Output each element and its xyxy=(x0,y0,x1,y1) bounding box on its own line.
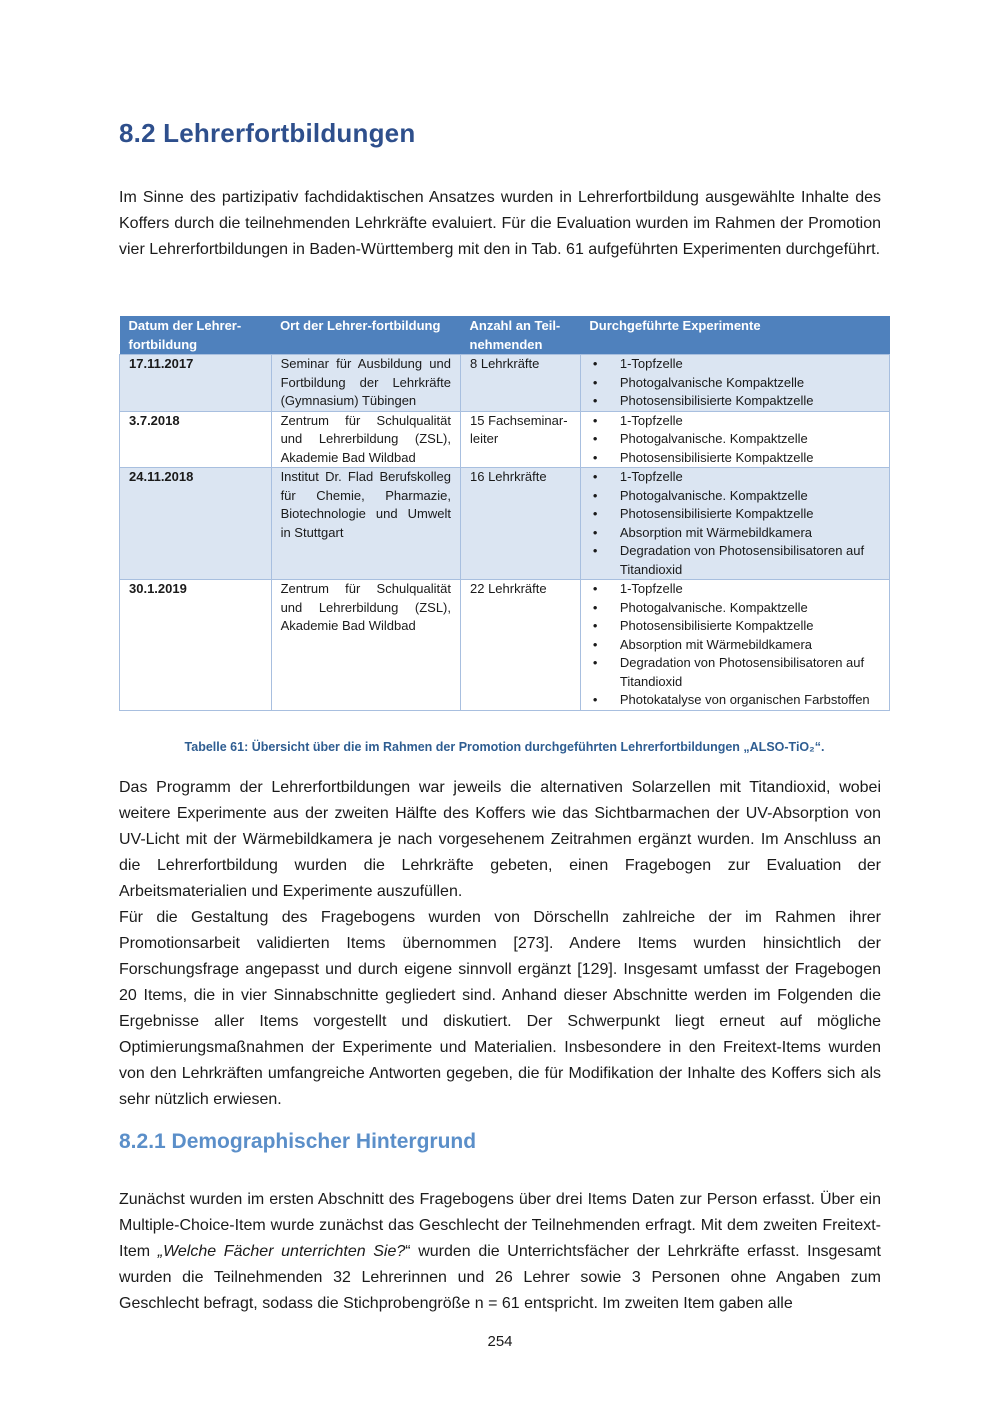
list-item: • 1-Topfzelle xyxy=(590,355,880,374)
cell-participants: 16 Lehrkräfte xyxy=(461,468,581,580)
list-item: • Photosensibilisierte Kompaktzelle xyxy=(590,617,880,636)
page-number: 254 xyxy=(487,1333,513,1350)
subsection-title: 8.2.1 Demographischer Hintergrund xyxy=(119,1130,477,1153)
cell-participants: 15 Fachseminar-leiter xyxy=(461,411,581,468)
cell-experiments xyxy=(580,580,889,711)
text-span: “ wurden die Unterrichtsfächer der Lehrkräfte erfasst. Insgesamt wurden die Teilnehmenden 32 Lehrerinnen und 26 Lehrer sowie 3 Personen ohne Angaben zum Geschlecht befragt, sodass die Stichprobengröße n = 61 entspricht. Im zweiten Item gaben alle xyxy=(119,1243,881,1312)
cell-location: Seminar für Ausbildung und Fortbildung der Lehrkräfte (Gymnasium) Tübingen xyxy=(271,355,460,412)
table-row xyxy=(120,355,890,412)
paragraph-program: Das Programm der Lehrerfortbildungen war jeweils die alternativen Solarzellen mit Titandioxid, wobei weitere Experimente aus der zweiten Hälfte des Koffers wie das Sichtbarmachen der UV-Absorption von UV-Licht mit der Wärmebildkamera je nach vorgesehenem Zeitrahmen ergänzt wurden. Im Anschluss an die Lehrerfortbildung wurden die Lehrkräfte gebeten, einen Fragebogen zur Evaluation der Arbeitsmaterialien und Experimente auszufüllen. xyxy=(119,779,881,900)
list-item: • Photogalvanische. Kompaktzelle xyxy=(590,599,880,618)
cell-experiments xyxy=(580,411,889,468)
table-row xyxy=(120,468,890,580)
table-caption: Tabelle 61: Übersicht über die im Rahmen der Promotion durchgeführten Lehrerfortbildungen „ALSO-TiO₂“. xyxy=(184,740,825,754)
table-row xyxy=(120,411,890,468)
list-item: • Photosensibilisierte Kompaktzelle xyxy=(590,449,880,468)
cell-location: Institut Dr. Flad Berufskolleg für Chemie, Pharmazie, Biotechnologie und Umwelt in Stuttgart xyxy=(271,468,460,580)
list-item: • Photogalvanische Kompaktzelle xyxy=(590,374,880,393)
cell-location: Zentrum für Schulqualität und Lehrerbildung (ZSL), Akademie Bad Wildbad xyxy=(271,411,460,468)
list-item: • Photogalvanische. Kompaktzelle xyxy=(590,430,880,449)
header-date: Datum der Lehrer-fortbildung xyxy=(120,317,272,355)
cell-date: 24.11.2018 xyxy=(120,468,272,580)
cell-location: Zentrum für Schulqualität und Lehrerbildung (ZSL), Akademie Bad Wildbad xyxy=(271,580,460,711)
cell-date: 30.1.2019 xyxy=(120,580,272,711)
list-item: • Photokatalyse von organischen Farbstoffen xyxy=(590,691,880,710)
list-item: • Degradation von Photosensibilisatoren auf Titandioxid xyxy=(590,542,880,579)
cell-date: 17.11.2017 xyxy=(120,355,272,412)
list-item: • 1-Topfzelle xyxy=(590,468,880,487)
text-span: Zunächst wurden im ersten Abschnitt des Fragebogens über drei Items Daten zur Person erfasst. Über ein Multiple-Choice-Item wurde zunächst das Geschlecht der Teilnehmenden erfragt. Mit dem zweiten Freitext-Item xyxy=(119,1191,881,1260)
list-item: • Absorption mit Wärmebildkamera xyxy=(590,636,880,655)
table-row xyxy=(120,580,890,711)
header-location: Ort der Lehrer-fortbildung xyxy=(271,317,460,355)
header-participants: Anzahl an Teil-nehmenden xyxy=(461,317,581,355)
table-header-row xyxy=(120,317,890,355)
cell-experiments xyxy=(580,468,889,580)
experiments-table xyxy=(119,316,890,711)
italic-question: „Welche Fächer unterrichten Sie? xyxy=(157,1243,406,1260)
cell-participants: 22 Lehrkräfte xyxy=(461,580,581,711)
cell-experiments xyxy=(580,355,889,412)
intro-paragraph: Im Sinne des partizipativ fachdidaktischen Ansatzes wurden in Lehrerfortbildung ausgewählte Inhalte des Koffers durch die teilnehmenden Lehrkräfte evaluiert. Für die Evaluation wurden im Rahmen der Promotion vier Lehrerfortbildungen in Baden-Württemberg mit den in Tab. 61 aufgeführten Experimenten durchgeführt. xyxy=(119,189,881,258)
list-item: • Photosensibilisierte Kompaktzelle xyxy=(590,505,880,524)
body-text-block xyxy=(119,775,881,1113)
paragraph-demographics xyxy=(119,1187,881,1317)
list-item: • Photogalvanische. Kompaktzelle xyxy=(590,487,880,506)
cell-participants: 8 Lehrkräfte xyxy=(461,355,581,412)
list-item: • 1-Topfzelle xyxy=(590,412,880,431)
list-item: • 1-Topfzelle xyxy=(590,580,880,599)
paragraph-questionnaire: Für die Gestaltung des Fragebogens wurden von Dörschelln zahlreiche der im Rahmen ihrer Promotionsarbeit validierten Items übernommen [273]. Andere Items wurden hinsichtlich der Forschungsfrage angepasst und durch eigene sinnvoll ergänzt [129]. Insgesamt umfasst der Fragebogen 20 Items, die in vier Sinnabschnitte gegliedert sind. Anhand dieser Abschnitte werden im Folgenden die Ergebnisse aller Items vorgestellt und diskutiert. Der Schwerpunkt liegt erneut auf mögliche Optimierungsmaßnahmen der Experimente und Materialien. Insbesondere in den Freitext-Items wurden von den Lehrkräften umfangreiche Antworten gegeben, die für Modifikation der Inhalte des Koffers sich als sehr nützlich erwiesen. xyxy=(119,909,881,1108)
header-experiments: Durchgeführte Experimente xyxy=(580,317,889,355)
list-item: • Photosensibilisierte Kompaktzelle xyxy=(590,392,880,411)
section-title: 8.2 Lehrerfortbildungen xyxy=(119,118,416,148)
list-item: • Degradation von Photosensibilisatoren auf Titandioxid xyxy=(590,654,880,691)
cell-date: 3.7.2018 xyxy=(120,411,272,468)
list-item: • Absorption mit Wärmebildkamera xyxy=(590,524,880,543)
